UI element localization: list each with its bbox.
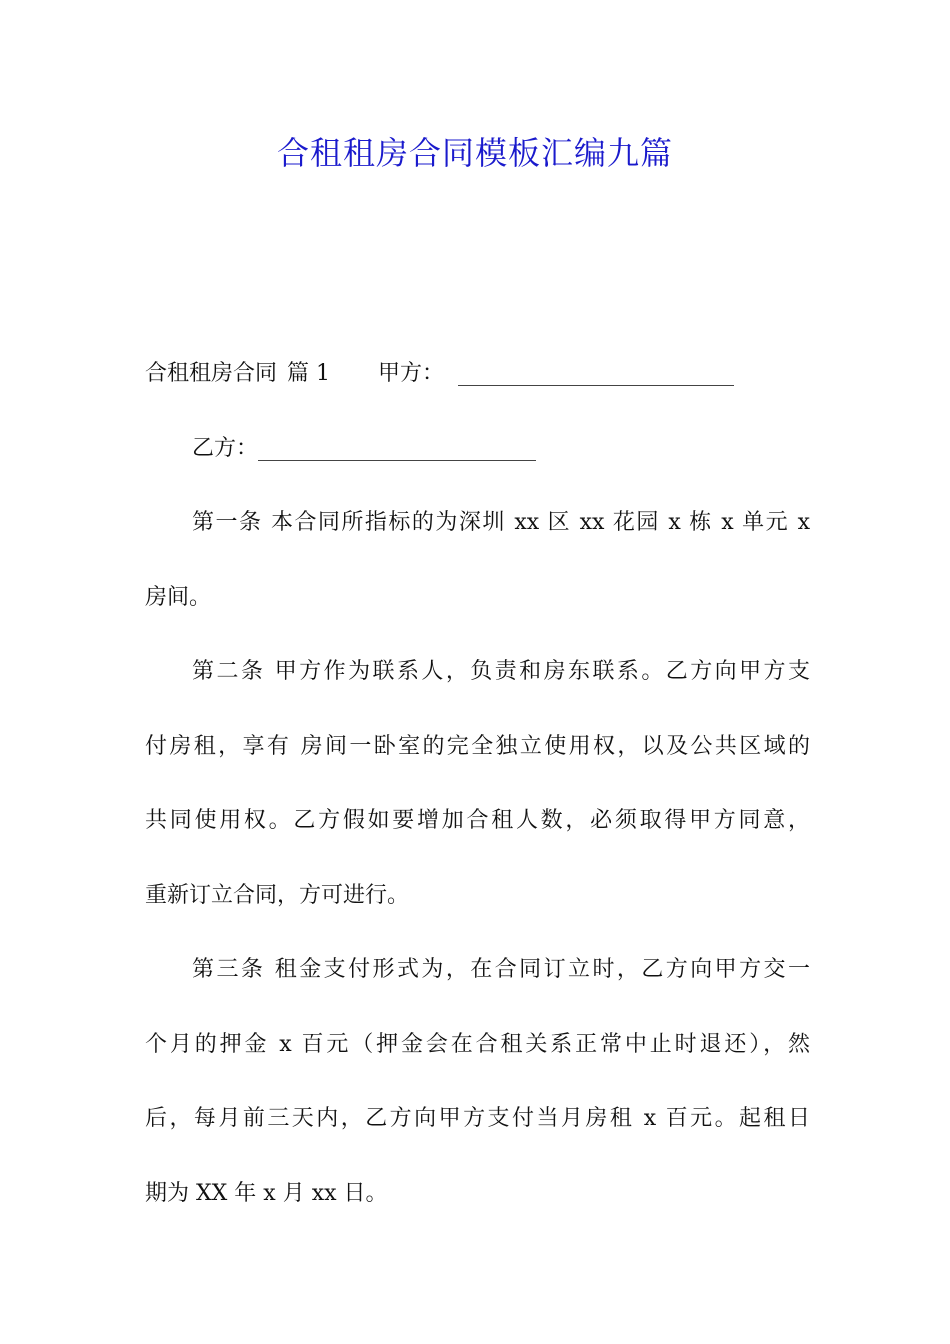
chapter-label: 篇 1 (287, 361, 331, 386)
article-2-line-2: 付房租，享有 房间一卧室的完全独立使用权，以及公共区域的 (145, 733, 810, 759)
article-1-line-1: 第一条 本合同所指标的为深圳 xx 区 xx 花园 x 栋 x 单元 x (192, 510, 810, 535)
section-name: 合租租房合同 (145, 361, 278, 386)
party-a-label: 甲方： (378, 361, 445, 386)
header-line (145, 337, 810, 412)
party-b-label: 乙方： (192, 435, 259, 461)
document-title: 合租租房合同模板汇编九篇 (276, 134, 673, 172)
party-b-blank (258, 432, 536, 461)
article-3-line-3: 后，每月前三天内，乙方向甲方支付当月房租 x 百元。起租日 (145, 1106, 810, 1131)
article-3-line-2: 个月的押金 x 百元（押金会在合租关系正常中止时退还），然 (145, 1031, 810, 1057)
article-3-line-4: 期为 XX 年 x 月 xx 日。 (145, 1180, 388, 1206)
party-b-line (145, 412, 810, 487)
article-1-line-2: 房间。 (145, 584, 212, 610)
article-2-line-1: 第二条 甲方作为联系人，负责和房东联系。乙方向甲方支 (192, 659, 810, 684)
article-2-line-4: 重新订立合同，方可进行。 (145, 882, 410, 908)
article-2-line-3: 共同使用权。乙方假如要增加合租人数，必须取得甲方同意， (145, 808, 810, 833)
party-a-blank (458, 357, 734, 386)
article-3-line-1: 第三条 租金支付形式为，在合同订立时，乙方向甲方交一 (192, 957, 810, 982)
document-body (145, 337, 810, 1231)
